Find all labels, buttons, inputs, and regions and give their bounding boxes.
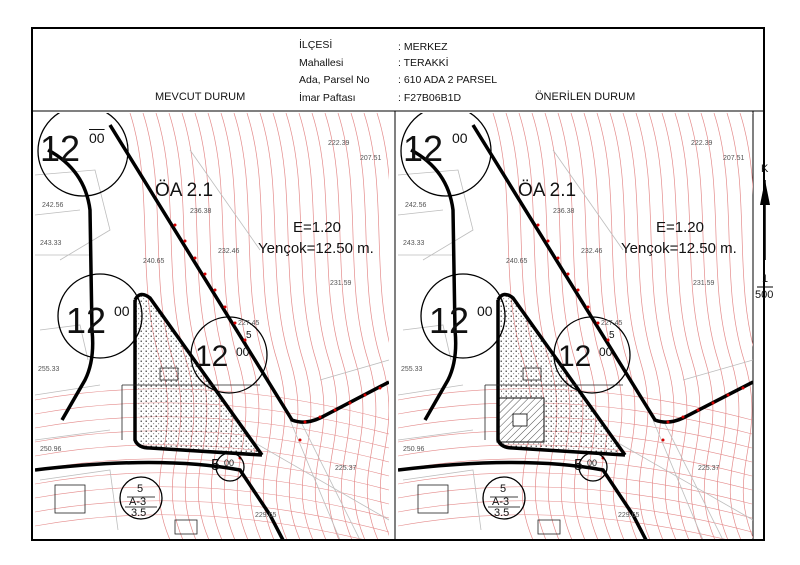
- contour-line: [558, 113, 598, 540]
- contour-line: [740, 113, 780, 540]
- elevation-label: 250.96: [40, 446, 62, 453]
- mahalle-label: Mahallesi: [299, 57, 344, 69]
- ada-value: : 610 ADA 2 PARSEL: [398, 74, 498, 86]
- elevation-label: 207.51: [360, 155, 382, 162]
- north-arrow: [760, 180, 770, 260]
- scale-denominator: 500: [755, 289, 774, 301]
- proposed-building-core: [513, 414, 527, 426]
- ilce-value: : MERKEZ: [398, 41, 448, 53]
- contour-line: [545, 113, 585, 540]
- north-label: K: [761, 163, 769, 175]
- floor-ratio-label: E=1.20: [656, 219, 704, 236]
- road-width-label: 5: [574, 457, 583, 474]
- zone-circle-top: 5: [500, 483, 507, 495]
- contour-line: [182, 113, 222, 540]
- contour-line: [727, 113, 767, 540]
- contour-line: [312, 113, 352, 540]
- road-width-label: 12: [403, 128, 444, 169]
- elevation-label: 240.65: [506, 258, 528, 265]
- elevation-label: 222.39: [328, 140, 350, 147]
- elevation-label: 236.38: [190, 208, 212, 215]
- elevation-label: 232.46: [581, 248, 603, 255]
- contour-line: [299, 113, 339, 540]
- zone-circle-mid: A-3: [129, 496, 147, 508]
- elevation-label: 231.59: [330, 280, 352, 287]
- small-five-label: 5: [246, 330, 252, 341]
- elevation-label: 225.37: [698, 465, 720, 472]
- elevation-label: 232.46: [218, 248, 240, 255]
- contour-line: [636, 113, 676, 540]
- zone-label: ÖA 2.1: [155, 180, 214, 201]
- elevation-label: 229.65: [618, 512, 640, 519]
- scale-numerator: 1: [762, 273, 769, 285]
- contour-line: [377, 113, 417, 540]
- contour-line: [273, 113, 313, 540]
- contour-line: [351, 113, 391, 540]
- elevation-label: 243.33: [40, 240, 62, 247]
- road-width-sup: 00: [236, 345, 250, 359]
- mahalle-value: : TERAKKİ: [398, 57, 449, 69]
- left-panel-title: MEVCUT DURUM: [155, 91, 246, 103]
- contour-line: [662, 113, 702, 540]
- contour-line: [325, 113, 365, 540]
- contour-line: [260, 113, 300, 540]
- contour-line: [753, 113, 793, 540]
- zone-circle-bot: 3.5: [131, 507, 147, 519]
- contour-line: [286, 113, 326, 540]
- right-panel-title: ÖNERİLEN DURUM: [535, 91, 636, 103]
- road-width-sup: 00: [452, 130, 468, 146]
- zone-circle-mid: A-3: [492, 496, 510, 508]
- elevation-label: 227.45: [601, 320, 623, 327]
- road-width-sup: 00: [89, 130, 105, 146]
- elevation-label: 242.56: [405, 202, 427, 209]
- elevation-label: 243.33: [403, 240, 425, 247]
- elevation-label: 225.37: [335, 465, 357, 472]
- max-height-label: Yençok=12.50 m.: [621, 240, 737, 257]
- pafta-value: : F27B06B1D: [398, 92, 462, 104]
- elevation-label: 231.59: [693, 280, 715, 287]
- contour-line: [766, 113, 800, 540]
- road-width-sup: 00: [114, 303, 130, 319]
- contour-line: [675, 113, 715, 540]
- floor-ratio-label: E=1.20: [293, 219, 341, 236]
- elevation-label: 222.39: [691, 140, 713, 147]
- road-width-label: 12: [66, 300, 107, 341]
- road-width-sup: 00: [599, 345, 613, 359]
- small-five-label: 5: [609, 330, 615, 341]
- elevation-label: 229.65: [255, 512, 277, 519]
- ada-label: Ada, Parsel No: [299, 74, 370, 86]
- road-width-label: 12: [429, 300, 470, 341]
- road-width-sup: 00: [477, 303, 493, 319]
- contour-line: [364, 113, 404, 540]
- zone-circle-top: 5: [137, 483, 144, 495]
- elevation-label: 227.45: [238, 320, 260, 327]
- contour-line: [714, 113, 754, 540]
- zone-circle-bot: 3.5: [494, 507, 510, 519]
- elevation-label: 207.51: [723, 155, 745, 162]
- max-height-label: Yençok=12.50 m.: [258, 240, 374, 257]
- elevation-label: 242.56: [42, 202, 64, 209]
- ilce-label: İLÇESİ: [299, 39, 333, 51]
- elevation-label: 240.65: [143, 258, 165, 265]
- contour-line: [338, 113, 378, 540]
- road-width-label: 5: [211, 457, 220, 474]
- elevation-label: 236.38: [553, 208, 575, 215]
- contour-line: [688, 113, 728, 540]
- contour-line: [623, 113, 663, 540]
- elevation-label: 250.96: [403, 446, 425, 453]
- road-width-sup: 00: [587, 458, 598, 468]
- zone-label: ÖA 2.1: [518, 180, 577, 201]
- elevation-label: 255.33: [38, 366, 60, 373]
- contour-line: [649, 113, 689, 540]
- pafta-label: İmar Paftası: [299, 92, 356, 104]
- elevation-label: 255.33: [401, 366, 423, 373]
- contour-line: [701, 113, 741, 540]
- road-width-label: 12: [558, 340, 592, 373]
- road-width-sup: 00: [224, 458, 235, 468]
- road-width-label: 12: [40, 128, 81, 169]
- contour-line: [195, 113, 235, 540]
- road-width-label: 12: [195, 340, 229, 373]
